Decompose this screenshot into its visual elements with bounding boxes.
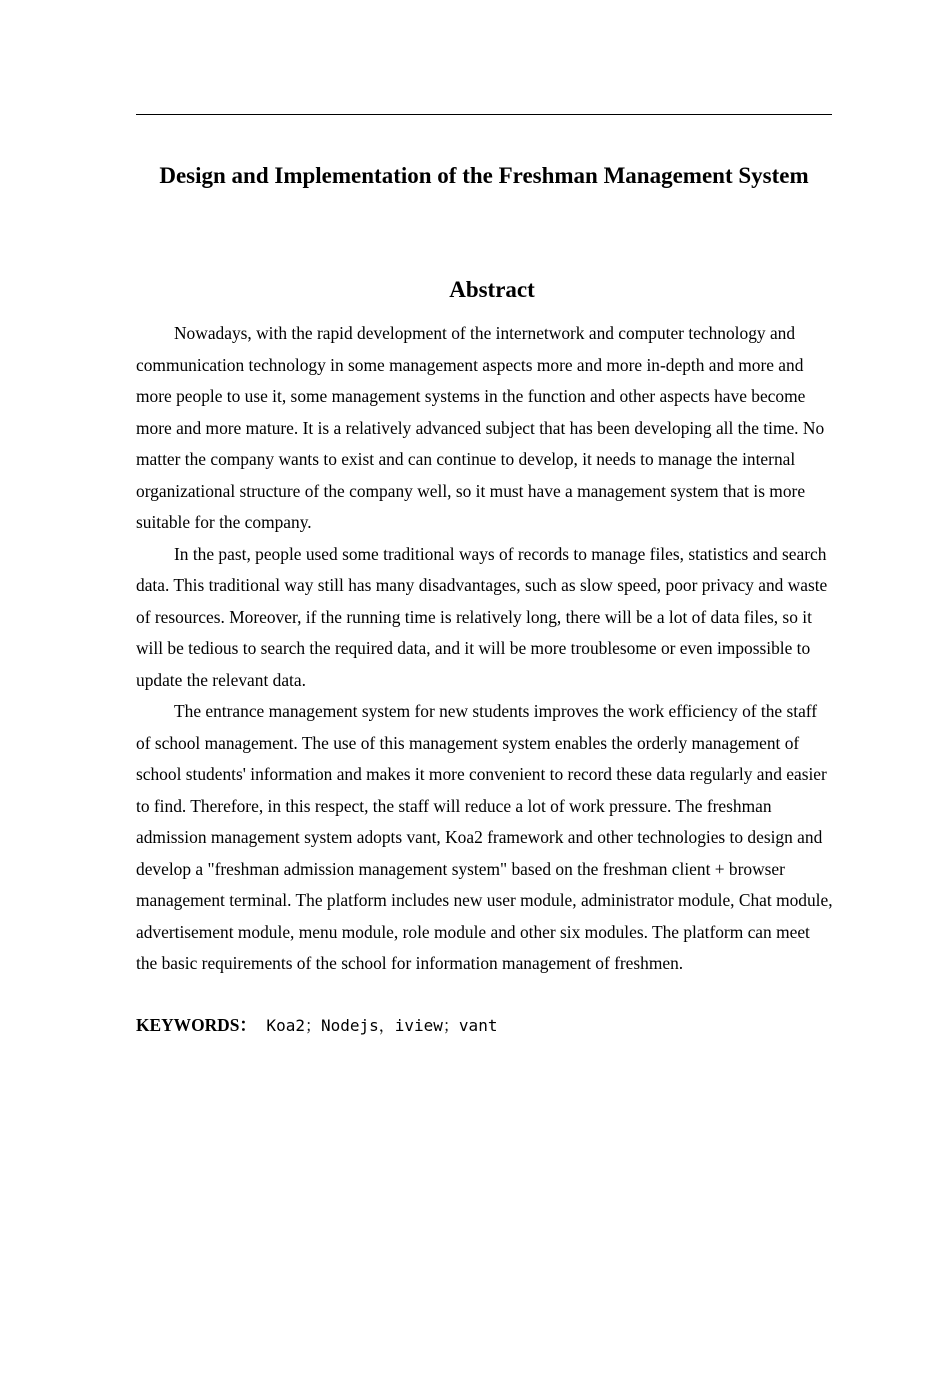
keywords-line <box>136 1010 834 1041</box>
document-title: Design and Implementation of the Freshman Management System <box>159 163 809 188</box>
abstract-heading: Abstract <box>449 277 535 302</box>
abstract-paragraph: The entrance management system for new students improves the work efficiency of the staff of school management. The use of this management system enables the orderly management of school students' information and makes it more convenient to record these data regularly and easier to find. Therefore, in this respect, the staff will reduce a lot of work pressure. The freshman admission management system adopts vant, Koa2 framework and other technologies to design and develop a "freshman admission management system" based on the freshman client + browser management terminal. The platform includes new user module, administrator module, Chat module, advertisement module, menu module, role module and other six modules. The platform can meet the basic requirements of the school for information management of freshmen. <box>136 701 833 973</box>
header-rule <box>136 114 832 115</box>
abstract-paragraph: In the past, people used some traditional ways of records to manage files, statistics and search data. This traditional way still has many disadvantages, such as slow speed, poor privacy and waste of resources. Moreover, if the running time is relatively long, there will be a lot of data files, so it will be tedious to search the required data, and it will be more troublesome or even impossible to update the relevant data. <box>136 543 828 690</box>
keywords-label: KEYWORDS： <box>136 1015 257 1035</box>
keywords-value: Koa2；Nodejs，iview；vant <box>256 1016 498 1035</box>
abstract-paragraph: Nowadays, with the rapid development of the internetwork and computer technology and communication technology in some management aspects more and more in-depth and more and more people to use it, some management systems in the function and other aspects have become more and more mature. It is a relatively advanced subject that has been developing all the time. No matter the company wants to exist and can continue to develop, it needs to manage the internal organizational structure of the company well, so it must have a management system that is more suitable for the company. <box>136 323 825 532</box>
abstract-body <box>136 318 834 980</box>
